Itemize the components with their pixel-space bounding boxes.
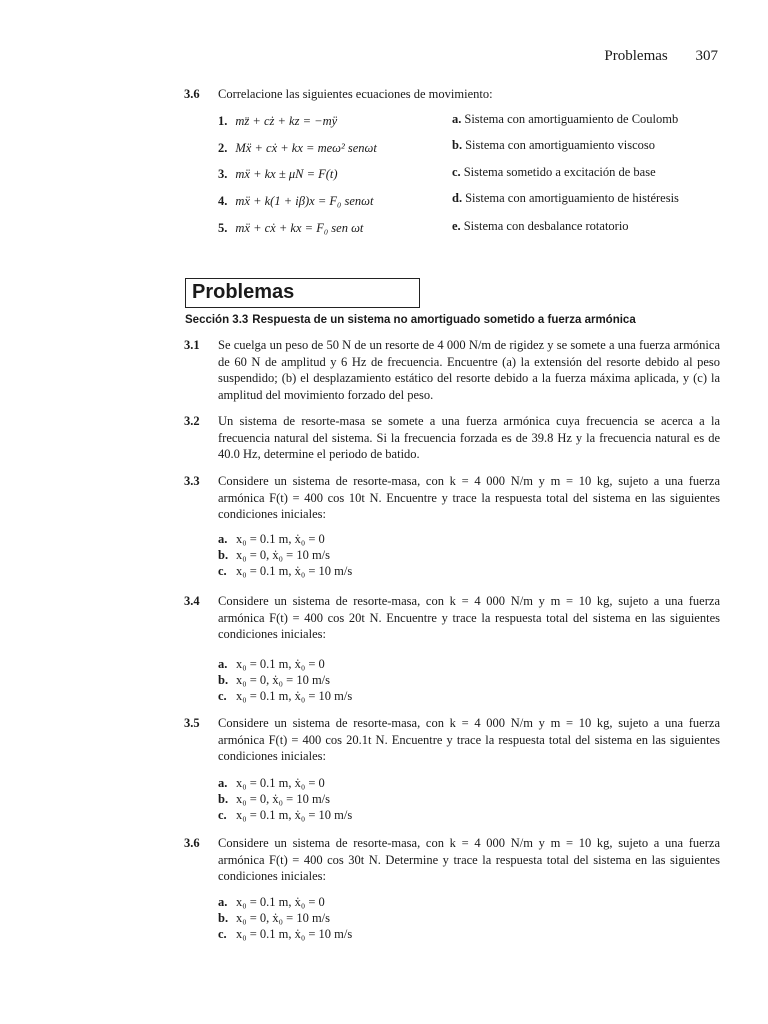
- option-a: a. Sistema con amortiguamiento de Coulomb: [452, 112, 679, 126]
- section-title-box: [185, 278, 420, 308]
- list-item: b. x₀ = 0, ẋ₀ = 10 m/s: [218, 673, 331, 687]
- section-heading: Sección 3.3 Respuesta de un sistema no amortiguado sometido a fuerza armónica: [185, 314, 636, 326]
- option-e: e. Sistema con desbalance rotatorio: [452, 219, 629, 233]
- equation-2: 2. Mẍ + cẋ + kx = meω² senωt: [218, 141, 377, 155]
- list-item: b. x₀ = 0, ẋ₀ = 10 m/s: [218, 911, 331, 925]
- problem-number: 3.4: [184, 594, 200, 608]
- condition-list: [218, 656, 352, 704]
- condition-list: [218, 531, 352, 579]
- review-problem-prompt: Correlacione las siguientes ecuaciones de movimiento:: [218, 87, 493, 101]
- page-number: 307: [695, 48, 718, 64]
- review-problem-number: 3.6: [184, 87, 200, 101]
- equation-4: 4. mẍ + k(1 + iβ)x = F₀ senωt: [218, 194, 374, 208]
- problem-number: 3.6: [184, 836, 200, 850]
- page-header: [604, 48, 718, 65]
- condition-list: [218, 775, 352, 823]
- equation-3: 3. mẍ + kx ± μN = F(t): [218, 167, 338, 181]
- condition-list: [218, 894, 352, 942]
- problem-text: Se cuelga un peso de 50 N de un resorte de 4 000 N/m de rigidez y se somete a una fuerza armónica de 60 N de amplitud y 6 Hz de frecuencia. Encuentre (a) la extensión del resorte debido al peso suspendido; (b) el desplazamiento estático del resorte debido a la fuerza máxima aplicada, y (c) la amplitud del movimiento forzado del peso.: [218, 338, 720, 402]
- problem-number: 3.2: [184, 414, 200, 428]
- list-item: a. x₀ = 0.1 m, ẋ₀ = 0: [218, 776, 325, 790]
- list-item: c. x₀ = 0.1 m, ẋ₀ = 10 m/s: [218, 808, 353, 822]
- equation-1: 1. mz̈ + cż + kz = −mÿ: [218, 114, 338, 128]
- list-item: a. x₀ = 0.1 m, ẋ₀ = 0: [218, 657, 325, 671]
- problem-text: Considere un sistema de resorte-masa, con k = 4 000 N/m y m = 10 kg, sujeto a una fuerza armónica F(t) = 400 cos 10t N. Encuentre y trace la respuesta total del sistema en las siguientes condiciones iniciales:: [218, 474, 720, 521]
- option-b: b. Sistema con amortiguamiento viscoso: [452, 138, 655, 152]
- list-item: c. x₀ = 0.1 m, ẋ₀ = 10 m/s: [218, 927, 353, 941]
- problem-number: 3.1: [184, 338, 200, 352]
- list-item: c. x₀ = 0.1 m, ẋ₀ = 10 m/s: [218, 689, 353, 703]
- problem-text: Un sistema de resorte-masa se somete a una fuerza armónica cuya frecuencia se acerca a la frecuencia natural del sistema. Si la frecuencia forzada es de 39.8 Hz y la frecuencia natural es de 40.0 Hz, determine el periodo de batido.: [218, 414, 720, 461]
- running-title: Problemas: [604, 48, 668, 64]
- section-title: Problemas: [192, 281, 295, 303]
- list-item: b. x₀ = 0, ẋ₀ = 10 m/s: [218, 548, 331, 562]
- list-item: a. x₀ = 0.1 m, ẋ₀ = 0: [218, 532, 325, 546]
- option-d: d. Sistema con amortiguamiento de histéresis: [452, 191, 679, 205]
- problem-number: 3.3: [184, 474, 200, 488]
- problem-text: Considere un sistema de resorte-masa, con k = 4 000 N/m y m = 10 kg, sujeto a una fuerza armónica F(t) = 400 cos 30t N. Determine y trace la respuesta total del sistema en las siguientes condiciones iniciales:: [218, 836, 720, 883]
- option-c: c. Sistema sometido a excitación de base: [452, 165, 656, 179]
- list-item: a. x₀ = 0.1 m, ẋ₀ = 0: [218, 895, 325, 909]
- problem-number: 3.5: [184, 716, 200, 730]
- list-item: b. x₀ = 0, ẋ₀ = 10 m/s: [218, 792, 331, 806]
- problem-text: Considere un sistema de resorte-masa, con k = 4 000 N/m y m = 10 kg, sujeto a una fuerza armónica F(t) = 400 cos 20t N. Encuentre y trace la respuesta total del sistema en las siguientes condiciones iniciales:: [218, 594, 720, 641]
- problem-text: Considere un sistema de resorte-masa, con k = 4 000 N/m y m = 10 kg, sujeto a una fuerza armónica F(t) = 400 cos 20.1t N. Encuentre y trace la respuesta total del sistema en las siguientes condiciones iniciales:: [218, 716, 720, 763]
- equation-5: 5. mẍ + cẋ + kx = F₀ sen ωt: [218, 221, 364, 235]
- list-item: c. x₀ = 0.1 m, ẋ₀ = 10 m/s: [218, 564, 353, 578]
